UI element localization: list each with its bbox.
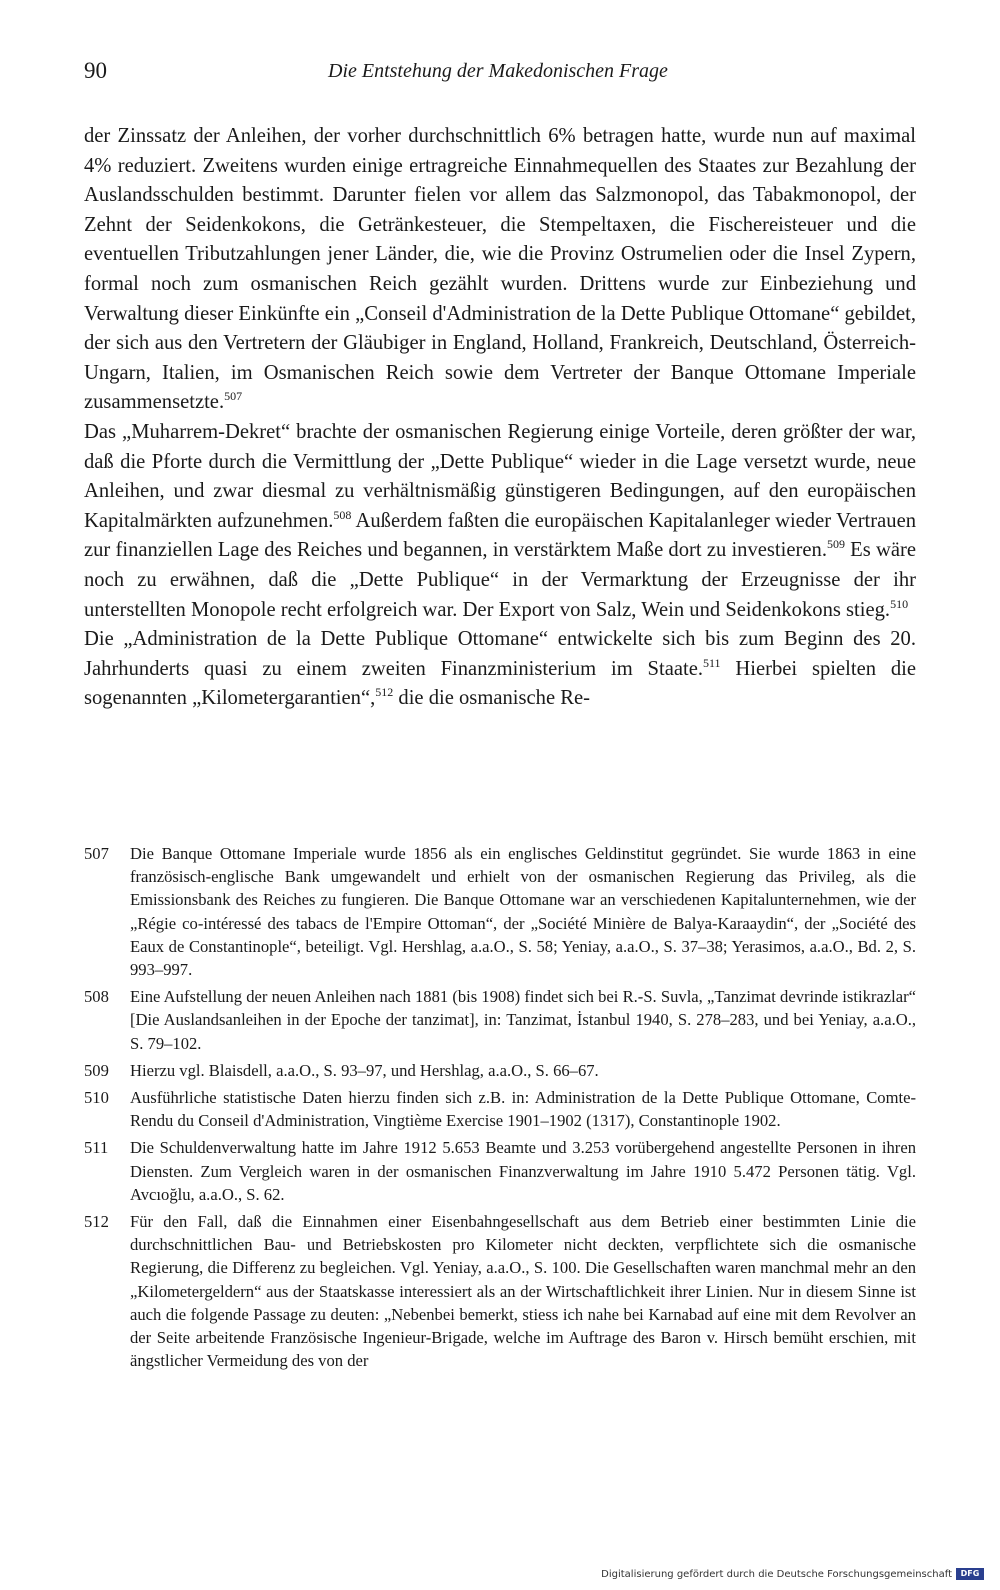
footnotes bbox=[84, 842, 916, 1376]
footnote-text: Hierzu vgl. Blaisdell, a.a.O., S. 93–97, und Hershlag, a.a.O., S. 66–67. bbox=[130, 1060, 599, 1080]
footer-credit bbox=[601, 1568, 984, 1580]
paragraph bbox=[84, 418, 916, 625]
footnote-number: 509 bbox=[84, 1060, 109, 1080]
footnote-number: 512 bbox=[84, 1212, 109, 1232]
footnote-text: Für den Fall, daß die Einnahmen einer Eisenbahngesellschaft aus dem Betrieb einer bestimmten Linie die durchschnittlichen Bau- und Betriebskosten pro Kilometer nicht deckten, verpflichtete sich die osmanische Regierung, die Differenz zu begleichen. Vgl. Yeniay, a.a.O., S. 100. Die Gesellschaften waren manchmal mehr an den „Kilometergeldern“ aus der Staatskasse interessiert als an der Wirtschaftlichkeit ihrer Linien. Nur in diesem Sinne ist auch die folgende Passage zu deuten: „Nebenbei bemerkt, stiess ich nahe bei Karnabad auf eine mit dem Revolver an der Seite arbeitende Französische Ingenieur-Brigade, welche im Auftrage des Baron v. Hirsch bemüht erschien, mit ängstlicher Vermeidung des von der bbox=[130, 1212, 916, 1371]
footnote-number: 508 bbox=[84, 987, 109, 1007]
footnote-text: Eine Aufstellung der neuen Anleihen nach 1881 (bis 1908) findet sich bei R.-S. Suvla, „Tanzimat devrinde istikrazlar“ [Die Auslandsanleihen in der Epoche der tanzimat], in: Tanzimat, İstanbul 1940, S. 278–283, und bei Yeniay, a.a.O., S. 79–102. bbox=[130, 987, 916, 1053]
footnote bbox=[84, 1136, 916, 1206]
paragraph-text: Hierbei spielten die sogenannten „Kilometergarantien“, bbox=[84, 657, 916, 710]
paragraph-text: Es wäre noch zu erwähnen, daß die „Dette Publique“ in der Vermarktung der Erzeugnisse der ihr unterstellten Monopole recht erfolgreich war. Der Export von Salz, Wein und Seidenkokons stieg. bbox=[84, 539, 916, 621]
paragraph-text: Die „Administration de la Dette Publique Ottomane“ entwickelte sich bis zum Beginn des 20. Jahrhunderts quasi zu einem zweiten Finanzministerium im Staate. bbox=[84, 628, 916, 680]
footnote-text: Die Schuldenverwaltung hatte im Jahre 1912 5.653 Beamte und 3.253 vorübergehend angestellte Personen in ihren Diensten. Zum Vergleich waren in der osmanischen Finanzverwaltung im Jahre 1910 5.472 Personen tätig. Vgl. Avcıoğlu, a.a.O., S. 62. bbox=[130, 1138, 916, 1204]
footnote-ref[interactable]: 512 bbox=[375, 685, 394, 700]
footer-text: Digitalisierung gefördert durch die Deutsche Forschungsgemeinschaft bbox=[601, 1568, 952, 1580]
page-number: 90 bbox=[84, 58, 107, 83]
footnote-ref[interactable]: 509 bbox=[826, 537, 845, 552]
paragraph-text: Außerdem faßten die europäischen Kapitalanleger wieder Vertrauen zur finanziellen Lage des Reiches und begannen, in verstärktem Maße dort zu investieren. bbox=[84, 509, 917, 562]
running-title: Die Entstehung der Makedonischen Frage bbox=[328, 60, 668, 82]
paragraph-text: die die osmanische Re- bbox=[393, 687, 590, 710]
paragraph bbox=[84, 122, 916, 418]
footnote bbox=[84, 842, 916, 981]
footnote-text: Ausführliche statistische Daten hierzu finden sich z.B. in: Administration de la Dette Publique Ottomane, Comte-Rendu du Conseil d'Administration, Vingtième Exercise 1901–1902 (1317), Constantinople 1902. bbox=[130, 1088, 916, 1131]
footnote bbox=[84, 1086, 916, 1132]
footnote-ref[interactable]: 508 bbox=[333, 507, 352, 522]
footnote-number: 511 bbox=[84, 1138, 109, 1158]
dfg-logo-icon: DFG bbox=[956, 1568, 984, 1580]
footnote-text: Die Banque Ottomane Imperiale wurde 1856 als ein englisches Geldinstitut gegründet. Sie wurde 1863 in eine französisch-englische Bank umgewandelt und erhielt von der osmanischen Regierung das Privileg, als die Emissionsbank des Reiches zu fungieren. Die Banque Ottomane war an verschiedenen Kapitalunternehmen, wie der „Régie co-intéressé des tabacs de l'Empire Ottoman“, der „Société Minière de Balya-Karaaydin“, der „Société des Eaux de Constantinople“, beteiligt. Vgl. Hershlag, a.a.O., S. 58; Yeniay, a.a.O., S. 37–38; Yerasimos, a.a.O., Bd. 2, S. 993–997. bbox=[130, 844, 916, 980]
footnote-ref[interactable]: 507 bbox=[224, 389, 243, 404]
paragraph bbox=[84, 625, 916, 714]
footnote-ref[interactable]: 511 bbox=[703, 655, 721, 670]
footnote bbox=[84, 1210, 916, 1372]
footnote-number: 507 bbox=[84, 844, 109, 863]
paragraph-text: der Zinssatz der Anleihen, der vorher durchschnittlich 6% betragen hatte, wurde nun auf maximal 4% reduziert. Zweitens wurden einige ertragreiche Einnahmequellen des Staates zur Bezahlung der Auslandsschulden bestimmt. Darunter fielen vor allem das Salzmonopol, das Tabakmonopol, der Zehnt der Seidenkokons, die Getränkesteuer, die Stempeltaxen, die Fischereisteuer und die eventuellen Tributzahlungen jener Länder, die, wie die Provinz Ostrumelien oder die Insel Zypern, formal noch zum osmanischen Reich gezählt wurden. Drittens wurde zur Einbeziehung und Verwaltung dieser Einkünfte ein „Conseil d'Administration de la Dette Publique Ottomane“ gebildet, der sich aus den Vertretern der Gläubiger in England, Holland, Frankreich, Deutschland, Österreich-Ungarn, Italien, im Osmanischen Reich sowie dem Vertreter der Banque Ottomane Imperiale zusammensetzte. bbox=[84, 125, 916, 414]
footnote bbox=[84, 1059, 916, 1082]
footnote-number: 510 bbox=[84, 1088, 109, 1108]
body-text bbox=[84, 122, 916, 714]
footnote-ref[interactable]: 510 bbox=[890, 596, 909, 611]
paragraph-text: Das „Muharrem-Dekret“ brachte der osmanischen Regierung einige Vorteile, deren größter der war, daß die Pforte durch die Vermittlung der „Dette Publique“ wieder in die Lage versetzt wurde, neue Anleihen, und zwar diesmal zu verhältnismäßig günstigeren Bedingungen, auf den europäischen Kapitalmärkten aufzunehmen. bbox=[84, 420, 916, 532]
footnote bbox=[84, 985, 916, 1055]
